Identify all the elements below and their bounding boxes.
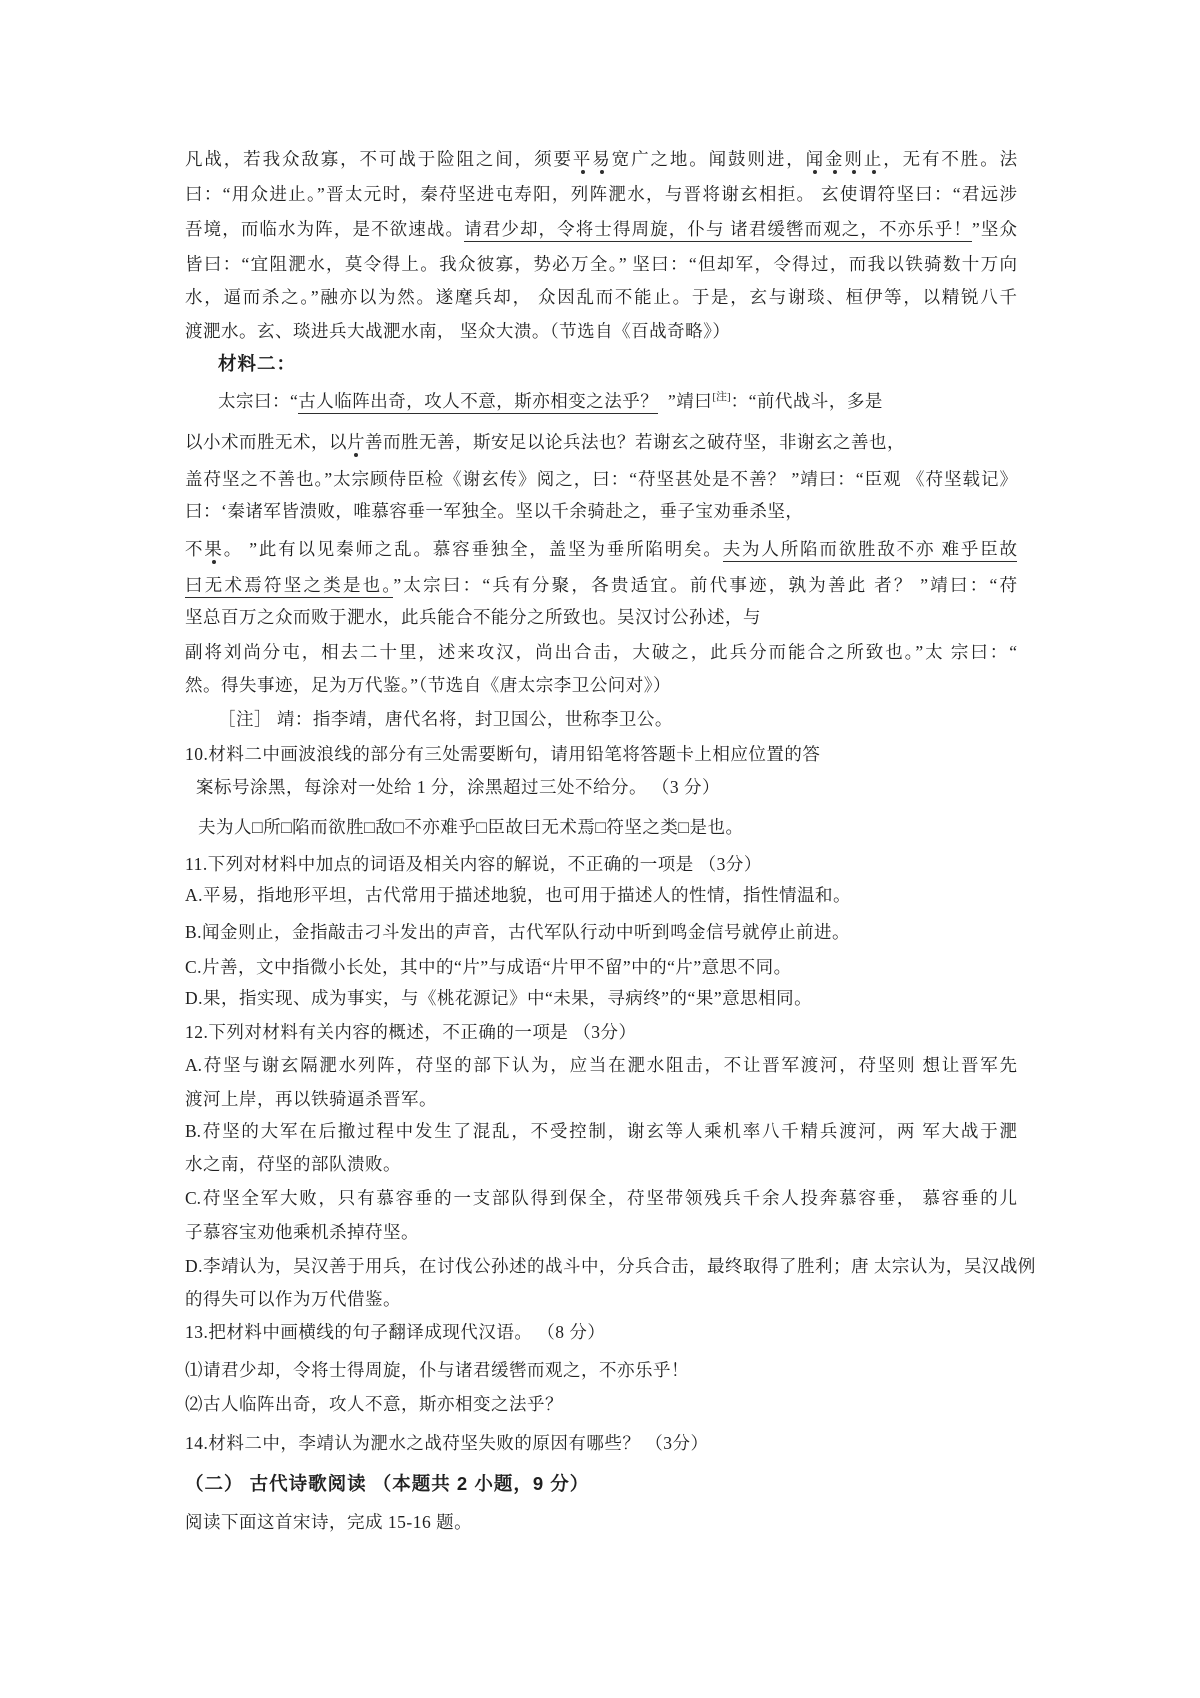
question-10-line-2: [196, 776, 720, 800]
emphasized-text: 果: [204, 539, 224, 559]
material1-line-2: [185, 183, 1017, 207]
text-segment: 皆曰：“宜阻淝水，莫令得上。我众彼寡，势必万全。” 坚曰：“但却军，令得过，而我以铁骑数十万向: [185, 254, 1017, 274]
material2-line-7: [185, 606, 761, 630]
text-segment: 夫为人□所□陷而欲胜□敌□不亦难乎□臣故曰无术焉□符坚之类□是也。: [198, 817, 744, 837]
text-segment: 曰：“用众进止。”晋太元时，秦苻坚进屯寿阳，列阵淝水，与晋将谢玄相拒。 玄使谓符坚曰：“君远涉: [185, 184, 1017, 204]
text-segment: 吾境，而临水为阵，是不欲速战。: [185, 219, 465, 239]
text-segment: ，无有不胜。法: [883, 149, 1018, 169]
text-segment: C.片善，文中指微小长处，其中的“片”与成语“片甲不留”中的“片”意思不同。: [185, 957, 792, 977]
question-13-item-1: [185, 1359, 689, 1383]
material2-line-5: [185, 538, 1017, 562]
material2-heading: [218, 352, 296, 377]
text-segment: 。 ”此有以见秦师之乱。慕容垂独全，盖坚为垂所陷明矣。: [223, 539, 723, 559]
question-12-option-a-line-2: [185, 1088, 437, 1112]
underlined-text: 古人临阵出奇，攻人不意，斯亦相变之法乎？: [298, 391, 658, 414]
material2-line-6: [185, 574, 1017, 598]
text-segment: C.苻坚全军大败，只有慕容垂的一支部队得到保全，苻坚带领残兵千余人投奔慕容垂， 慕容垂的儿: [185, 1188, 1017, 1208]
emphasized-text: 平易: [572, 149, 612, 169]
emphasized-text: 闻金则止: [805, 149, 884, 169]
question-11-option-c: [185, 956, 792, 980]
text-segment: ”太宗曰：“兵有分聚，各贵适宜。前代事迹，孰为善此 者？ ”靖曰：“苻: [393, 575, 1017, 595]
text-segment: 案标号涂黑，每涂对一处给 1 分，涂黑超过三处不给分。 （3 分）: [196, 777, 720, 797]
text-segment: ：“前代战斗，多是: [730, 391, 883, 411]
text-segment: 水，逼而杀之。”融亦以为然。遂麾兵却， 众因乱而不能止。于是，玄与谢琰、桓伊等，以精锐八千: [185, 287, 1017, 307]
text-segment: 10.材料二中画波浪线的部分有三处需要断句，请用铅笔将答题卡上相应位置的答: [185, 744, 821, 764]
material1-line-6: [185, 320, 730, 344]
reading-instruction: [185, 1511, 472, 1535]
material2-line-8: [185, 641, 1017, 665]
text-segment: 善而胜无善，斯安足以论兵法也？若谢玄之破苻坚，非谢玄之善也，: [365, 432, 905, 452]
text-segment: 渡河上岸，再以铁骑逼杀晋军。: [185, 1089, 437, 1109]
text-segment: 材料二：: [218, 353, 297, 374]
question-12-option-d-line-1: [185, 1255, 1036, 1279]
text-segment: ”靖曰: [658, 391, 713, 411]
question-14: [185, 1432, 709, 1456]
question-12-option-c-line-1: [185, 1187, 1017, 1211]
note-superscript: [注]: [712, 391, 731, 404]
text-segment: 的得失可以作为万代借鉴。: [185, 1289, 401, 1309]
text-segment: ”坚众: [972, 219, 1017, 239]
emphasized-text: 片: [347, 432, 365, 452]
question-12: [185, 1021, 637, 1045]
text-segment: 11.下列对材料中加点的词语及相关内容的解说，不正确的一项是 （3分）: [185, 854, 762, 874]
text-segment: 太宗曰：“: [218, 391, 299, 411]
material1-line-3: [185, 218, 1017, 242]
text-segment: 曰：‘秦诸军皆溃败，唯慕容垂一军独全。坚以千余骑赴之，垂子宝劝垂杀坚，: [185, 501, 804, 521]
material1-line-4: [185, 253, 1017, 277]
material1-line-5: [185, 286, 1017, 310]
text-segment: （二） 古代诗歌阅读 （本题共 2 小题，9 分）: [185, 1473, 590, 1494]
question-12-option-b-line-1: [185, 1120, 1017, 1144]
text-segment: 阅读下面这首宋诗，完成 15-16 题。: [185, 1512, 473, 1532]
text-segment: 12.下列对材料有关内容的概述，不正确的一项是 （3分）: [185, 1022, 637, 1042]
question-13-item-2: [185, 1393, 563, 1417]
question-12-option-c-line-2: [185, 1221, 419, 1245]
text-segment: 以小术而胜无术，以: [185, 432, 347, 452]
question-11-option-d: [185, 987, 812, 1011]
text-segment: 13.把材料中画横线的句子翻译成现代汉语。 （8 分）: [185, 1322, 606, 1342]
text-segment: 不: [185, 539, 205, 559]
text-segment: B.闻金则止，金指敲击刁斗发出的声音，古代军队行动中听到鸣金信号就停止前进。: [185, 922, 851, 942]
material2-line-2: [185, 431, 905, 455]
text-segment: D.果，指实现、成为事实，与《桃花源记》中“未果，寻病终”的“果”意思相同。: [185, 988, 813, 1008]
question-11: [185, 853, 762, 877]
text-segment: ［注］ 靖：指李靖，唐代名将，封卫国公，世称李卫公。: [218, 709, 673, 729]
text-segment: 宽广之地。闻鼓则进，: [611, 149, 806, 169]
note-line: [218, 708, 673, 732]
text-segment: 子慕容宝劝他乘机杀掉苻坚。: [185, 1222, 419, 1242]
text-segment: A.平易，指地形平坦，古代常用于描述地貌，也可用于描述人的性情，指性情温和。: [185, 885, 852, 905]
underlined-text: 请君少却，令将士得周旋，仆与 诸君缓辔而观之，不亦乐乎！: [464, 219, 972, 242]
material2-line-3: [185, 468, 1017, 492]
question-13: [185, 1321, 605, 1345]
question-11-option-a: [185, 884, 851, 908]
text-segment: 渡淝水。玄、琰进兵大战淝水南， 坚众大溃。（节选自《百战奇略》）: [185, 321, 731, 341]
material2-line-1: [218, 390, 883, 414]
text-segment: D.李靖认为，吴汉善于用兵，在讨伐公孙述的战斗中，分兵合击，最终取得了胜利；唐 太宗认为，吴汉战例: [185, 1256, 1036, 1276]
text-segment: A.苻坚与谢玄隔淝水列阵，苻坚的部下认为，应当在淝水阻击，不让晋军渡河，苻坚则 想让晋军先: [185, 1055, 1017, 1075]
underlined-text: 夫为人所陷而欲胜敌不亦 难乎臣故: [723, 539, 1017, 562]
question-12-option-b-line-2: [185, 1153, 401, 1177]
text-segment: 盖苻坚之不善也。”太宗顾侍臣检《谢玄传》阅之，曰：“苻坚甚处是不善？ ”靖曰：“臣观 《苻坚载记》: [185, 469, 1017, 489]
text-segment: 然。得失事迹，足为万代鉴。”（节选自《唐太宗李卫公问对》）: [185, 675, 672, 695]
material2-line-4: [185, 500, 803, 524]
underlined-text: 曰无术焉符坚之类是也。: [185, 575, 393, 598]
text-segment: 副将刘尚分屯，相去二十里，述来攻汉，尚出合击，大破之，此兵分而能合之所致也。”太 宗曰：“: [185, 642, 1017, 662]
text-segment: 坚总百万之众而败于淝水，此兵能合不能分之所致也。吴汉讨公孙述，与: [185, 607, 761, 627]
text-segment: ⑵古人临阵出奇，攻人不意，斯亦相变之法乎？: [185, 1394, 563, 1414]
text-segment: 水之南，苻坚的部队溃败。: [185, 1154, 401, 1174]
question-10-answer-strip: [198, 816, 744, 840]
text-segment: 凡战，若我众敌寡，不可战于险阻之间，须要: [185, 149, 573, 169]
text-segment: ⑴请君少却，令将士得周旋，仆与诸君缓辔而观之，不亦乐乎！: [185, 1360, 689, 1380]
material1-line-1: [185, 148, 1017, 172]
question-10-line-1: [185, 743, 820, 767]
question-12-option-d-line-2: [185, 1288, 401, 1312]
text-segment: B.苻坚的大军在后撤过程中发生了混乱，不受控制，谢玄等人乘机率八千精兵渡河，两 军大战于淝: [185, 1121, 1017, 1141]
question-11-option-b: [185, 921, 850, 945]
section-2-heading: [185, 1472, 589, 1497]
text-segment: 14.材料二中，李靖认为淝水之战苻坚失败的原因有哪些？ （3分）: [185, 1433, 709, 1453]
material2-line-9: [185, 674, 671, 698]
question-12-option-a-line-1: [185, 1054, 1017, 1078]
